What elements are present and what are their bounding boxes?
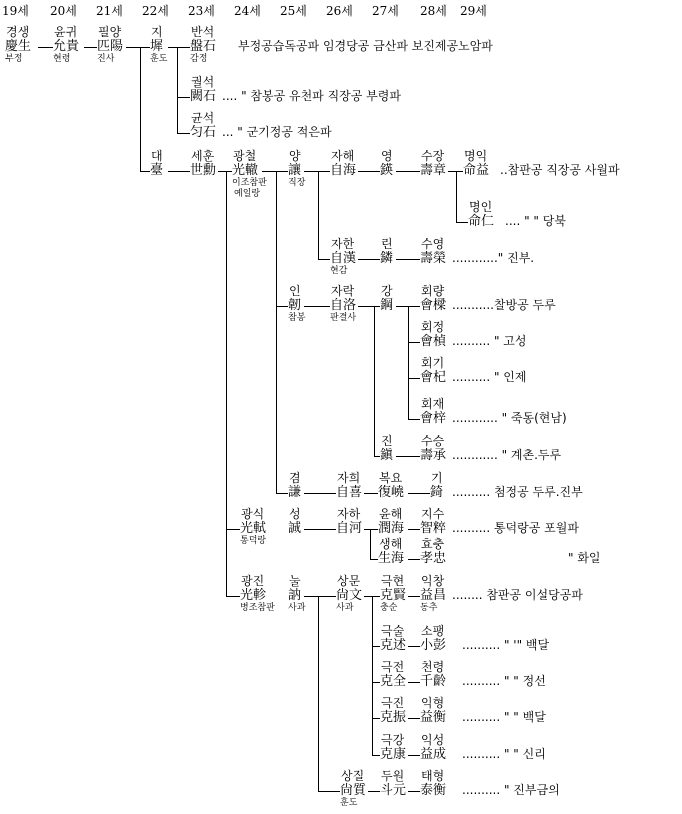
person-hangul-name: 회량 bbox=[421, 284, 445, 298]
person-hanja-name: 益昌 bbox=[420, 588, 447, 603]
person-hanja-name: 鋼 bbox=[380, 298, 394, 313]
generation-label: 24세 bbox=[234, 4, 261, 18]
branch-remark: .... " 참봉공 유천파 직장공 부령파 bbox=[222, 89, 401, 103]
person-hanja-name: 匀石 bbox=[190, 125, 217, 140]
person-hanja-name: 益成 bbox=[420, 747, 447, 762]
person-hanja-name: 斗元 bbox=[380, 783, 407, 798]
person-hangul-name: 강 bbox=[381, 284, 393, 298]
lineage-line bbox=[226, 529, 240, 530]
generation-label: 21세 bbox=[96, 4, 123, 18]
lineage-line bbox=[262, 171, 288, 172]
person-title-note: 감정 bbox=[190, 54, 208, 64]
lineage-line bbox=[408, 559, 420, 560]
person-hangul-name: 익형 bbox=[421, 696, 445, 710]
person-hanja-name: 克賢 bbox=[380, 588, 407, 603]
person-hanja-name: 韌 bbox=[288, 298, 302, 313]
person-hangul-name: 수영 bbox=[421, 237, 445, 251]
person-hanja-name: 智粹 bbox=[420, 521, 447, 536]
person-title-note: 충순 bbox=[380, 603, 398, 613]
branch-remark: .... " " 당북 bbox=[505, 214, 566, 228]
person-hanja-name: 世勳 bbox=[190, 163, 217, 178]
lineage-line bbox=[408, 306, 409, 419]
person-hangul-name: 눌 bbox=[289, 574, 301, 588]
lineage-line bbox=[276, 306, 288, 307]
lineage-line bbox=[372, 682, 380, 683]
lineage-line bbox=[408, 378, 420, 379]
person-hangul-name: 극전 bbox=[381, 660, 405, 674]
lineage-line bbox=[396, 171, 420, 172]
person-hangul-name: 명인 bbox=[469, 200, 493, 214]
person-hangul-name: 린 bbox=[381, 237, 393, 251]
person-hanja-name: 命仁 bbox=[468, 214, 495, 229]
person-title-note: 사과 bbox=[288, 603, 306, 613]
person-title-note: 부정 bbox=[5, 54, 23, 64]
person-hangul-name: 광진 bbox=[241, 574, 265, 588]
lineage-line bbox=[372, 718, 380, 719]
person-hanja-name: 生海 bbox=[378, 551, 405, 566]
person-hangul-name: 회재 bbox=[421, 397, 445, 411]
generation-label: 27세 bbox=[372, 4, 399, 18]
person-hangul-name: 두원 bbox=[381, 769, 405, 783]
person-hangul-name: 대 bbox=[151, 149, 163, 163]
person-hanja-name: 克全 bbox=[380, 674, 407, 689]
person-hangul-name: 양 bbox=[289, 149, 301, 163]
person-hanja-name: 允貴 bbox=[53, 39, 80, 54]
person-hanja-name: 益衡 bbox=[420, 710, 447, 725]
person-hanja-name: 壽章 bbox=[420, 163, 447, 178]
person-hangul-name: 수장 bbox=[421, 149, 445, 163]
branch-remark: .......... " 인제 bbox=[452, 370, 527, 384]
lineage-line bbox=[318, 596, 319, 791]
person-hanja-name: 潤海 bbox=[378, 521, 405, 536]
person-hanja-name: 自河 bbox=[336, 521, 363, 536]
person-hangul-name: 효충 bbox=[421, 537, 445, 551]
lineage-line bbox=[304, 493, 336, 494]
lineage-line bbox=[372, 755, 380, 756]
person-hangul-name: 상질 bbox=[341, 769, 365, 783]
person-title-note: 현령 bbox=[53, 54, 71, 64]
person-hangul-name: 성 bbox=[289, 507, 301, 521]
lineage-line bbox=[396, 259, 420, 260]
lineage-line bbox=[318, 791, 340, 792]
person-title-note: 병조참판 bbox=[240, 603, 275, 613]
lineage-line bbox=[358, 306, 380, 307]
person-hangul-name: 수승 bbox=[421, 434, 445, 448]
person-hanja-name: 尙質 bbox=[340, 783, 367, 798]
lineage-line bbox=[304, 171, 330, 172]
lineage-line bbox=[368, 791, 380, 792]
person-hanja-name: 墀 bbox=[150, 39, 164, 54]
lineage-line bbox=[408, 646, 420, 647]
person-hanja-name: 鏻 bbox=[380, 251, 394, 266]
lineage-line bbox=[304, 596, 336, 597]
person-hanja-name: 尙文 bbox=[336, 588, 363, 603]
person-hanja-name: 錡 bbox=[430, 485, 444, 500]
person-hanja-name: 會杞 bbox=[420, 370, 447, 385]
person-hanja-name: 鍈 bbox=[380, 163, 394, 178]
branch-remark: ............" 진부. bbox=[452, 251, 535, 265]
person-hangul-name: 자한 bbox=[331, 237, 355, 251]
person-hanja-name: 臺 bbox=[150, 163, 164, 178]
person-hangul-name: 익창 bbox=[421, 574, 445, 588]
person-hangul-name: 인 bbox=[289, 284, 301, 298]
person-title-note: 사과 bbox=[336, 603, 354, 613]
lineage-line bbox=[304, 529, 336, 530]
person-hanja-name: 泰衡 bbox=[420, 783, 447, 798]
lineage-line bbox=[140, 47, 141, 171]
person-hanja-name: 光轍 bbox=[232, 163, 259, 178]
lineage-line bbox=[408, 493, 430, 494]
branch-remark: .......... " 진부금의 bbox=[462, 783, 560, 797]
person-hangul-name: 천령 bbox=[421, 660, 445, 674]
lineage-line bbox=[408, 682, 420, 683]
person-hangul-name: 태형 bbox=[421, 769, 445, 783]
person-hanja-name: 自漢 bbox=[330, 251, 357, 266]
generation-label: 23세 bbox=[188, 4, 215, 18]
person-hanja-name: 克康 bbox=[380, 747, 407, 762]
person-hanja-name: 復嶢 bbox=[378, 485, 405, 500]
person-hangul-name: 윤해 bbox=[379, 507, 403, 521]
person-hanja-name: 壽榮 bbox=[420, 251, 447, 266]
person-hangul-name: 궐석 bbox=[191, 75, 215, 89]
lineage-line bbox=[168, 171, 190, 172]
person-hanja-name: 誠 bbox=[288, 521, 302, 536]
lineage-line bbox=[226, 596, 240, 597]
lineage-line bbox=[218, 171, 232, 172]
person-hangul-name: 자희 bbox=[337, 471, 361, 485]
person-title-note: 직장 bbox=[288, 178, 306, 188]
person-hangul-name: 진 bbox=[381, 434, 393, 448]
person-hanja-name: 會梓 bbox=[420, 411, 447, 426]
branch-remark: ..참판공 직장공 사월파 bbox=[500, 163, 620, 177]
generation-label: 22세 bbox=[142, 4, 169, 18]
person-hangul-name: 자락 bbox=[331, 284, 355, 298]
person-title-note: 현감 bbox=[330, 266, 348, 276]
person-title-note: 참봉 bbox=[288, 313, 306, 323]
person-hanja-name: 孝忠 bbox=[420, 551, 447, 566]
person-hanja-name: 訥 bbox=[288, 588, 302, 603]
lineage-line bbox=[84, 47, 97, 48]
person-hangul-name: 윤귀 bbox=[54, 25, 78, 39]
person-hangul-name: 필양 bbox=[98, 25, 122, 39]
lineage-line bbox=[276, 493, 288, 494]
person-hanja-name: 光軫 bbox=[240, 588, 267, 603]
lineage-line bbox=[276, 171, 277, 493]
person-hangul-name: 명익 bbox=[464, 149, 488, 163]
person-hangul-name: 균석 bbox=[191, 111, 215, 125]
person-hangul-name: 회기 bbox=[421, 356, 445, 370]
branch-remark: ... " 군기정공 적은파 bbox=[222, 125, 332, 139]
generation-label: 28세 bbox=[420, 4, 447, 18]
person-hanja-name: 光軾 bbox=[240, 521, 267, 536]
branch-remark: .......... " 고성 bbox=[452, 334, 527, 348]
person-hangul-name: 극강 bbox=[381, 733, 405, 747]
lineage-line bbox=[126, 47, 150, 48]
person-title-note: 훈도 bbox=[340, 798, 358, 808]
branch-remark: ........ 참판공 이설당공파 bbox=[452, 588, 583, 602]
branch-remark: " 화일 bbox=[568, 551, 601, 565]
person-hangul-name: 극술 bbox=[381, 624, 405, 638]
branch-remark: .......... 통덕랑공 포월파 bbox=[452, 521, 579, 535]
lineage-line bbox=[140, 171, 150, 172]
person-hanja-name: 鎭 bbox=[380, 448, 394, 463]
branch-remark: 부정공습독공파 임경당공 금산파 보진제공노암파 bbox=[238, 39, 493, 53]
lineage-line bbox=[226, 171, 227, 596]
person-hangul-name: 자하 bbox=[337, 507, 361, 521]
lineage-line bbox=[408, 529, 420, 530]
person-hanja-name: 會樑 bbox=[420, 298, 447, 313]
person-hangul-name: 기 bbox=[431, 471, 443, 485]
person-hangul-name: 광식 bbox=[241, 507, 265, 521]
person-hanja-name: 克振 bbox=[380, 710, 407, 725]
person-hanja-name: 自洛 bbox=[330, 298, 357, 313]
person-hanja-name: 命益 bbox=[463, 163, 490, 178]
person-hangul-name: 자해 bbox=[331, 149, 355, 163]
person-hangul-name: 극진 bbox=[381, 696, 405, 710]
branch-remark: .......... " " 백달 bbox=[462, 710, 546, 724]
person-hangul-name: 경생 bbox=[6, 25, 30, 39]
lineage-line bbox=[177, 97, 190, 98]
lineage-line bbox=[318, 171, 319, 259]
person-hangul-name: 반석 bbox=[191, 25, 215, 39]
person-hangul-name: 복요 bbox=[379, 471, 403, 485]
person-title-note: 진사 bbox=[97, 54, 115, 64]
lineage-line bbox=[318, 259, 330, 260]
person-hangul-name: 익성 bbox=[421, 733, 445, 747]
lineage-line bbox=[372, 646, 380, 647]
person-hangul-name: 생해 bbox=[379, 537, 403, 551]
lineage-line bbox=[358, 259, 380, 260]
lineage-line bbox=[456, 171, 457, 222]
lineage-line bbox=[396, 456, 420, 457]
person-hanja-name: 千齡 bbox=[420, 674, 447, 689]
lineage-line bbox=[177, 133, 190, 134]
branch-remark: ............ " 죽동(현남) bbox=[452, 411, 567, 425]
person-hanja-name: 慶生 bbox=[5, 39, 32, 54]
person-hangul-name: 회정 bbox=[421, 320, 445, 334]
lineage-line bbox=[372, 596, 373, 755]
generation-label: 26세 bbox=[326, 4, 353, 18]
person-hangul-name: 세훈 bbox=[191, 149, 215, 163]
person-hanja-name: 會楨 bbox=[420, 334, 447, 349]
person-hanja-name: 讓 bbox=[288, 163, 302, 178]
lineage-line bbox=[358, 171, 380, 172]
person-hangul-name: 광철 bbox=[233, 149, 257, 163]
person-title-note: 이조참판 bbox=[232, 178, 267, 188]
person-hanja-name: 匹陽 bbox=[97, 39, 124, 54]
person-title-note: 통덕랑 bbox=[240, 536, 267, 546]
lineage-line bbox=[364, 529, 378, 530]
generation-label: 25세 bbox=[280, 4, 307, 18]
person-hanja-name: 自海 bbox=[330, 163, 357, 178]
person-hangul-name: 소팽 bbox=[421, 624, 445, 638]
lineage-line bbox=[370, 529, 371, 559]
person-hanja-name: 闕石 bbox=[190, 89, 217, 104]
person-hangul-name: 극현 bbox=[381, 574, 405, 588]
lineage-line bbox=[370, 559, 378, 560]
lineage-line bbox=[456, 222, 468, 223]
branch-remark: .......... 첨정공 두루.진부 bbox=[452, 485, 583, 499]
lineage-line bbox=[408, 755, 420, 756]
branch-remark: ...........찰방공 두루 bbox=[452, 298, 556, 312]
lineage-line bbox=[408, 718, 420, 719]
person-title-note: 판결사 bbox=[330, 313, 357, 323]
branch-remark: .......... " " 신리 bbox=[462, 747, 546, 761]
generation-label: 20세 bbox=[50, 4, 77, 18]
person-hangul-name: 겸 bbox=[289, 471, 301, 485]
person-hanja-name: 壽承 bbox=[420, 448, 447, 463]
person-hangul-name: 지 bbox=[151, 25, 163, 39]
lineage-line bbox=[168, 47, 190, 48]
lineage-line bbox=[408, 596, 420, 597]
person-title-note: 훈도 bbox=[150, 54, 168, 64]
person-hanja-name: 盤石 bbox=[190, 39, 217, 54]
branch-remark: .......... " " 정선 bbox=[462, 674, 546, 688]
lineage-line bbox=[38, 47, 53, 48]
lineage-line bbox=[364, 493, 378, 494]
lineage-line bbox=[304, 306, 330, 307]
person-hanja-name: 小彭 bbox=[420, 638, 447, 653]
person-hangul-name: 영 bbox=[381, 149, 393, 163]
person-title-note: 동추 bbox=[420, 603, 438, 613]
generation-label: 19세 bbox=[2, 4, 29, 18]
lineage-line bbox=[408, 791, 420, 792]
lineage-line bbox=[408, 342, 420, 343]
person-hangul-name: 상문 bbox=[337, 574, 361, 588]
person-hangul-name: 지수 bbox=[421, 507, 445, 521]
lineage-line bbox=[177, 47, 178, 133]
branch-remark: ............ " 계촌.두루 bbox=[452, 448, 562, 462]
person-hanja-name: 謙 bbox=[288, 485, 302, 500]
person-hanja-name: 克述 bbox=[380, 638, 407, 653]
person-title-note: 예일랑 bbox=[234, 189, 261, 199]
branch-remark: .......... " '" 백달 bbox=[462, 638, 550, 652]
lineage-line bbox=[374, 306, 375, 456]
person-hanja-name: 自喜 bbox=[336, 485, 363, 500]
generation-label: 29세 bbox=[460, 4, 487, 18]
lineage-line bbox=[408, 419, 420, 420]
